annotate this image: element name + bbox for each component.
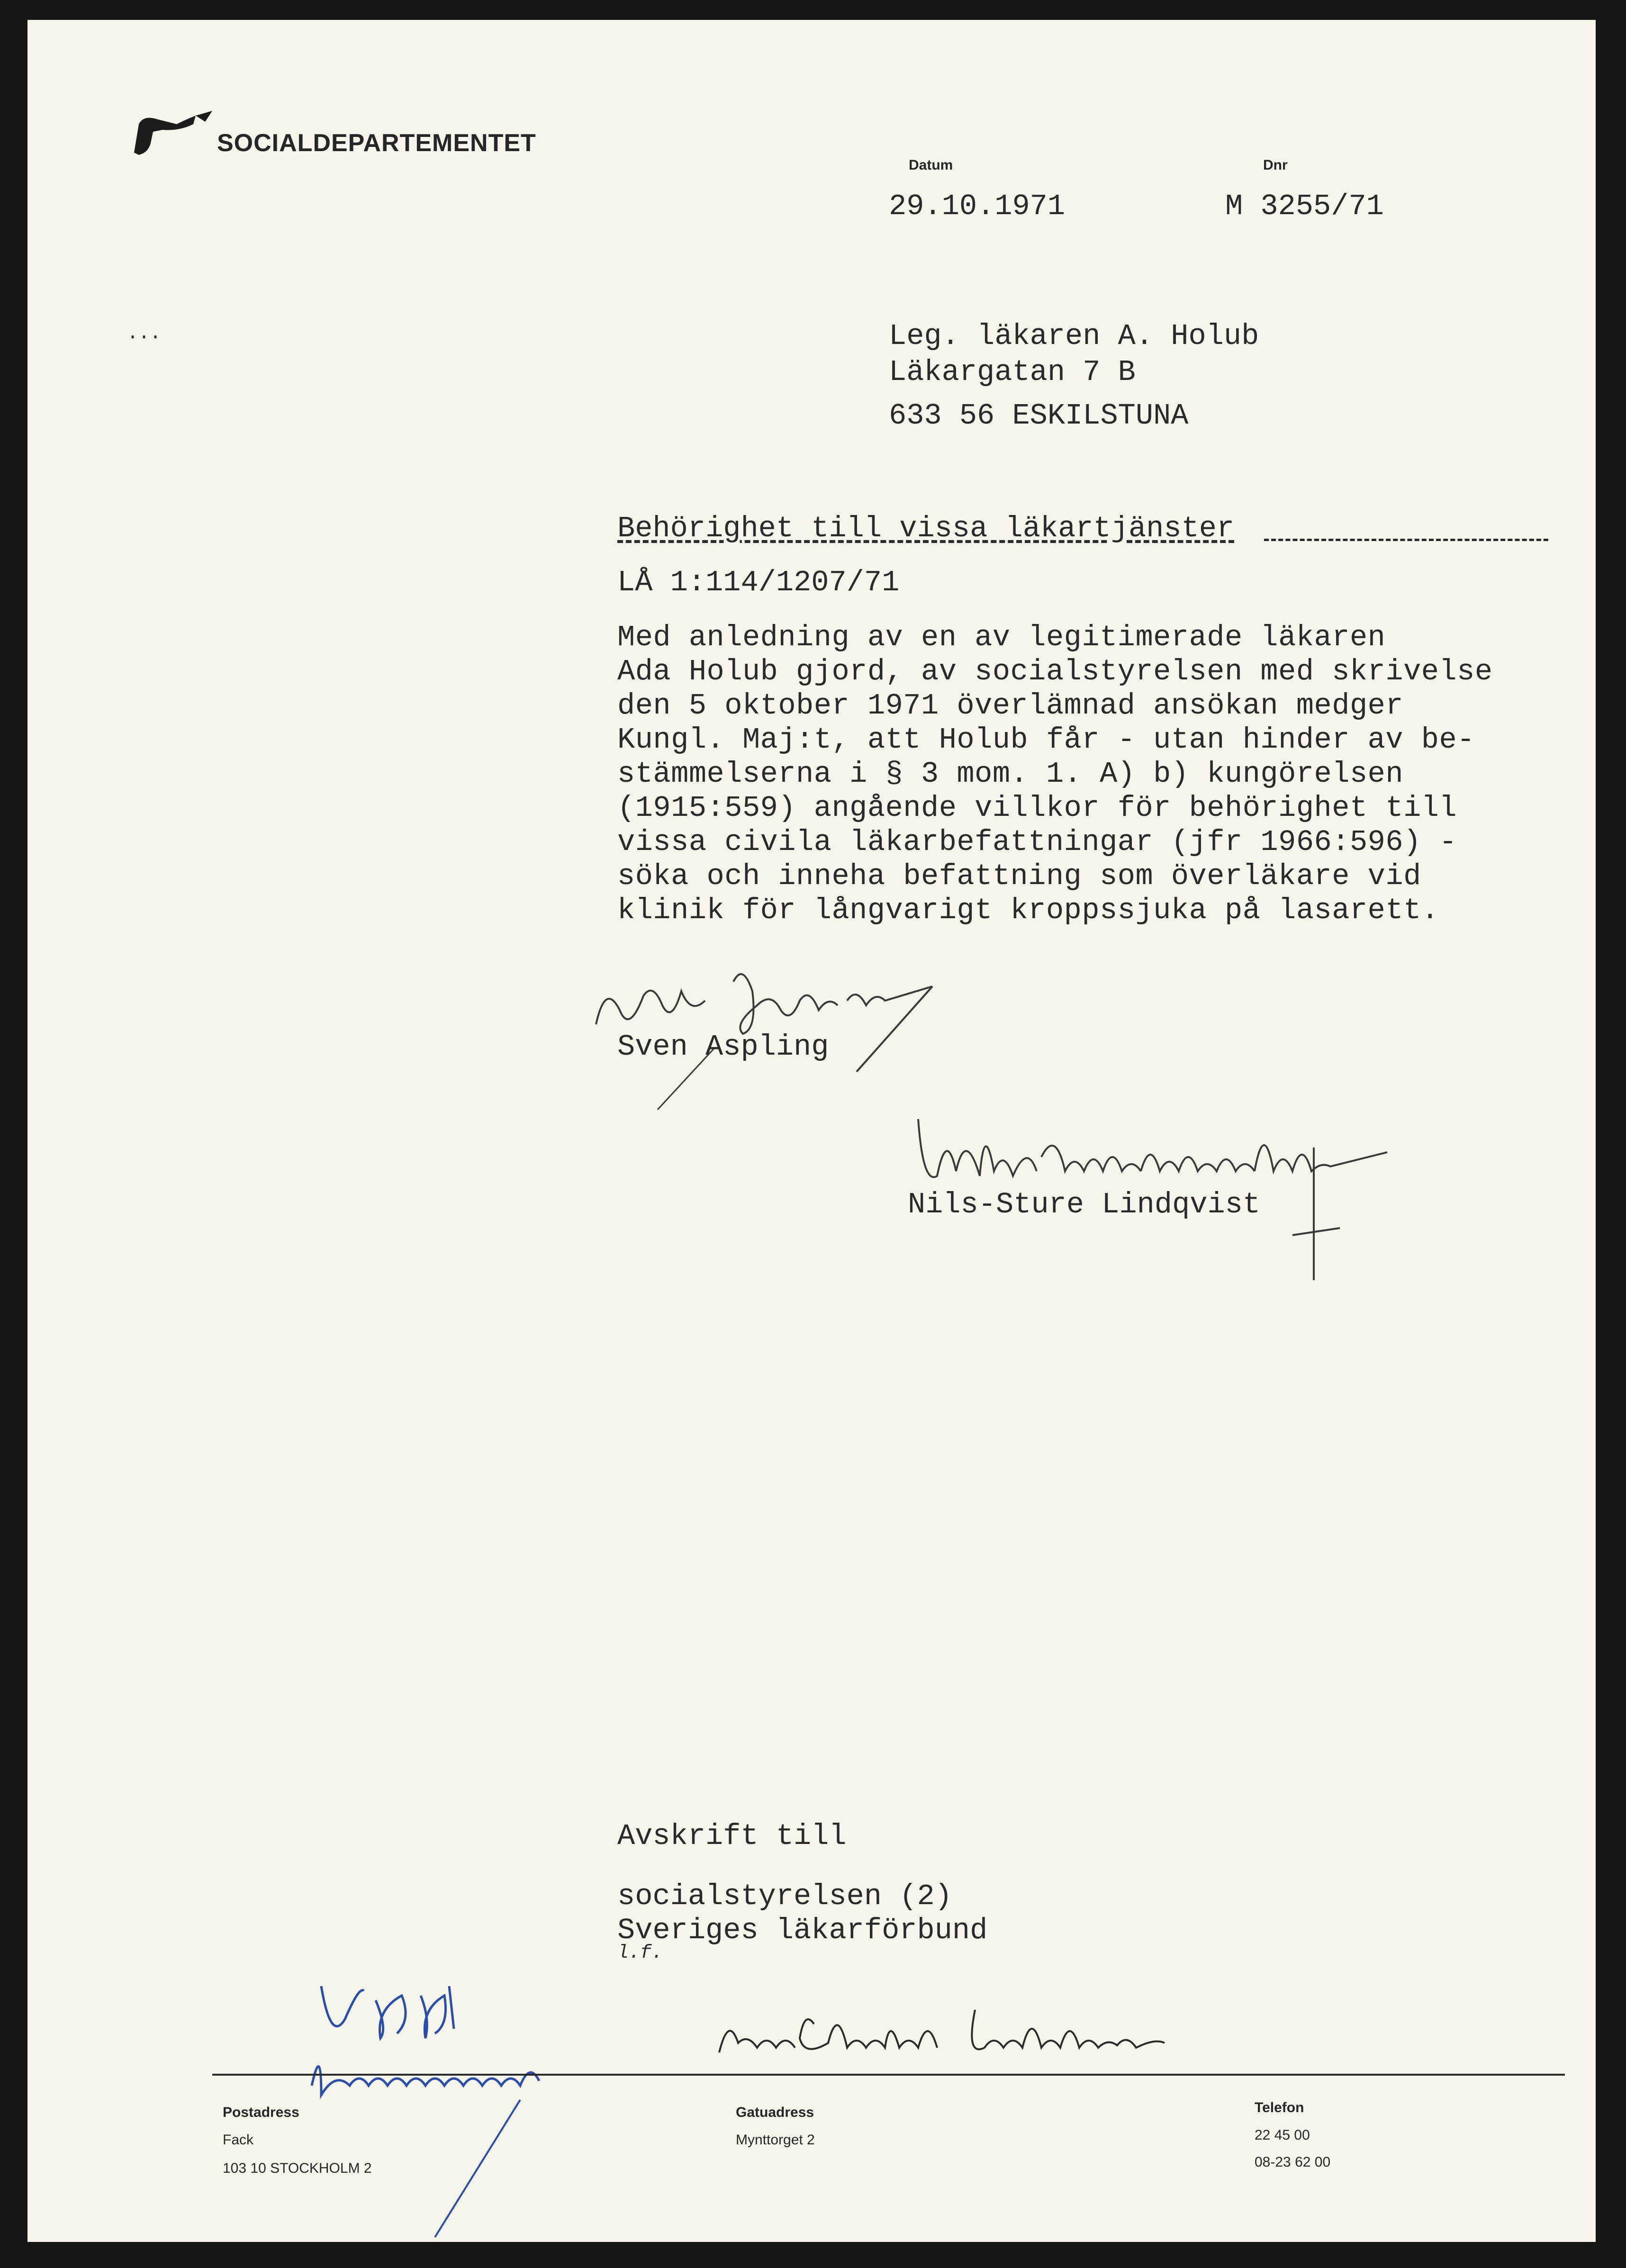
date-label: Datum: [909, 157, 953, 173]
phone-label: Telefon: [1255, 2100, 1304, 2115]
margin-mark: ...: [127, 323, 162, 344]
street-value: Mynttorget 2: [736, 2132, 815, 2148]
signatory-1-name: Sven Aspling: [617, 1030, 829, 1064]
body-line: stämmelserna i § 3 mom. 1. A) b) kungörelsen: [617, 757, 1404, 791]
postal-label: Postadress: [223, 2105, 299, 2120]
department-name: SOCIALDEPARTEMENTET: [217, 129, 536, 157]
copies-item: socialstyrelsen (2): [617, 1879, 952, 1913]
subject-title: Behörighet till vissa läkartjänster: [617, 512, 1235, 545]
copies-note: l.f.: [617, 1943, 663, 1964]
letter-page: [27, 20, 1596, 2242]
body-line: klinik för långvarigt kroppssjuka på lasarett.: [617, 894, 1439, 927]
postal-line-2: 103 10 STOCKHOLM 2: [223, 2160, 372, 2176]
copies-heading: Avskrift till: [617, 1819, 847, 1853]
street-label: Gatuadress: [736, 2105, 814, 2120]
date-value: 29.10.1971: [889, 190, 1066, 223]
subject-underline-dashes: [1264, 539, 1548, 541]
phone-line-1: 22 45 00: [1255, 2127, 1310, 2143]
body-line: vissa civila läkarbefattningar (jfr 1966:596) -: [617, 825, 1457, 859]
postal-line-1: Fack: [223, 2132, 254, 2148]
body-line: söka och inneha befattning som överläkare vid: [617, 859, 1421, 893]
body-line: Med anledning av en av legitimerade läkaren: [617, 621, 1386, 654]
subject-reference: LÅ 1:114/1207/71: [617, 566, 900, 599]
recipient-line-1: Leg. läkaren A. Holub: [889, 319, 1259, 353]
recipient-line-2: Läkargatan 7 B: [889, 355, 1136, 389]
body-line: (1915:559) angående villkor för behörighet till: [617, 791, 1457, 825]
dnr-label: Dnr: [1263, 157, 1288, 173]
dnr-value: M 3255/71: [1225, 190, 1384, 223]
recipient-line-3: 633 56 ESKILSTUNA: [889, 399, 1189, 433]
body-line: den 5 oktober 1971 överlämnad ansökan medger: [617, 689, 1404, 723]
handwritten-name-annotation: [710, 1986, 1278, 2081]
signatory-2-name: Nils-Sture Lindqvist: [908, 1188, 1261, 1221]
crown-logo-icon: [125, 105, 219, 162]
body-line: Ada Holub gjord, av socialstyrelsen med skrivelse: [617, 655, 1493, 688]
body-line: Kungl. Maj:t, att Holub får - utan hinder av be-: [617, 723, 1475, 757]
phone-line-2: 08-23 62 00: [1255, 2154, 1331, 2170]
footer-rule: [212, 2074, 1565, 2076]
copies-item: Sveriges läkarförbund: [617, 1914, 988, 1947]
